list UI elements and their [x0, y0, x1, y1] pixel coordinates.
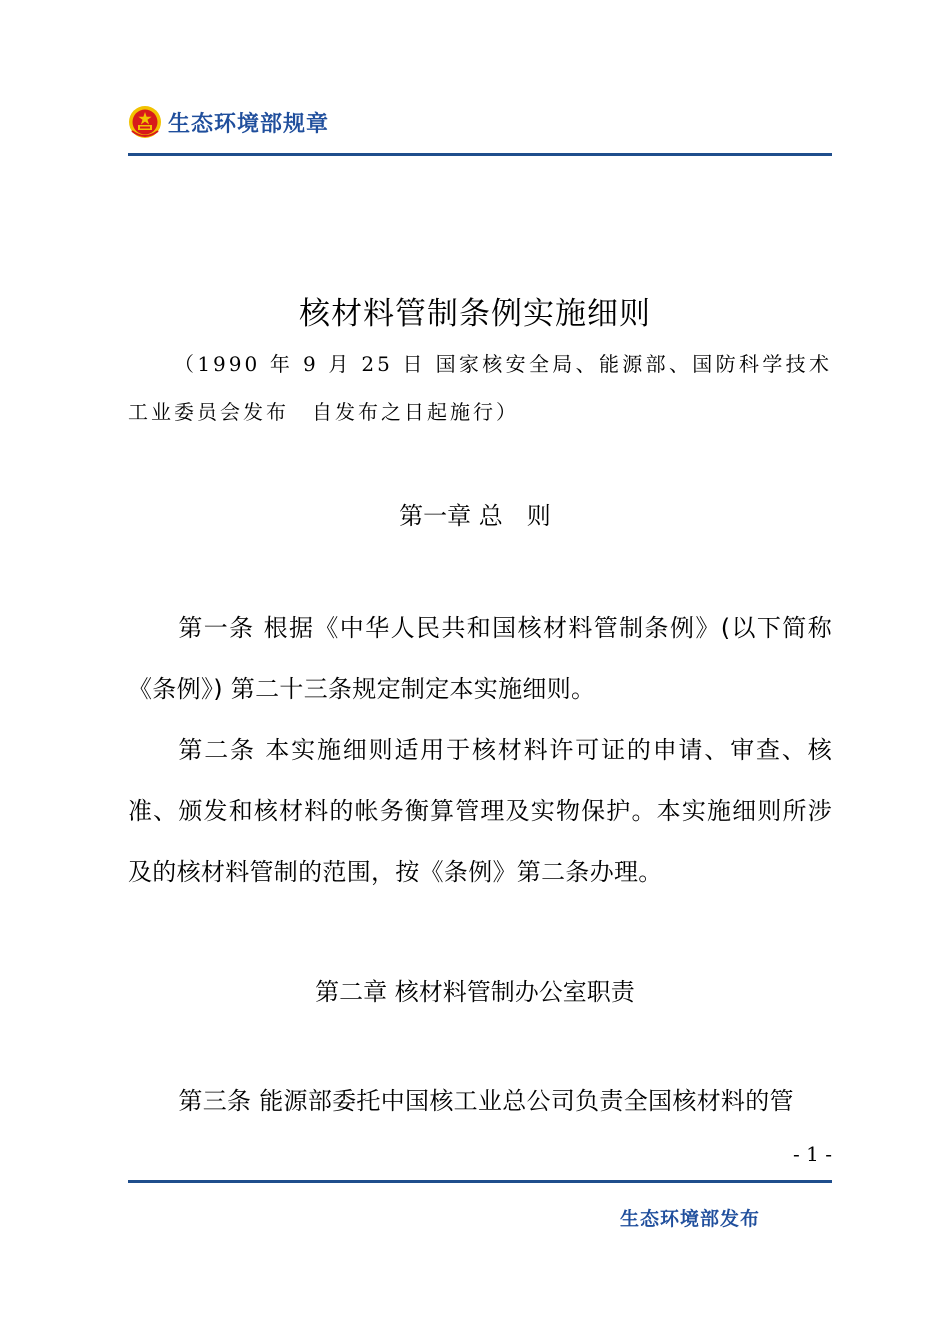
footer-publisher: 生态环境部发布: [620, 1208, 761, 1230]
page-header: [128, 100, 329, 144]
article-paragraph: 第三条 能源部委托中国核工业总公司负责全国核材料的管: [178, 1087, 794, 1115]
footer-divider: [128, 1180, 832, 1183]
page-number: - 1 -: [793, 1142, 832, 1166]
header-title: 生态环境部规章: [168, 111, 330, 137]
document-title: 核材料管制条例实施细则: [299, 296, 651, 332]
document-subtitle: （1990 年 9 月 25 日 国家核安全局、能源部、国防科学技术工业委员会发布 自发布之日起施行）: [128, 352, 832, 424]
chapter-heading: 第二章 核材料管制办公室职责: [315, 978, 635, 1006]
article-paragraph: 第二条 本实施细则适用于核材料许可证的申请、审查、核准、颁发和核材料的帐务衡算管理及实物保护。本实施细则所涉及的核材料管制的范围，按《条例》第二条办理。: [128, 736, 832, 886]
article-paragraph: 第一条 根据《中华人民共和国核材料管制条例》(以下简称《条例》) 第二十三条规定制定本实施细则。: [128, 614, 832, 703]
chapter-heading: 第一章 总 则: [399, 502, 551, 530]
header-divider: [128, 153, 832, 156]
national-emblem-icon: [128, 105, 162, 139]
